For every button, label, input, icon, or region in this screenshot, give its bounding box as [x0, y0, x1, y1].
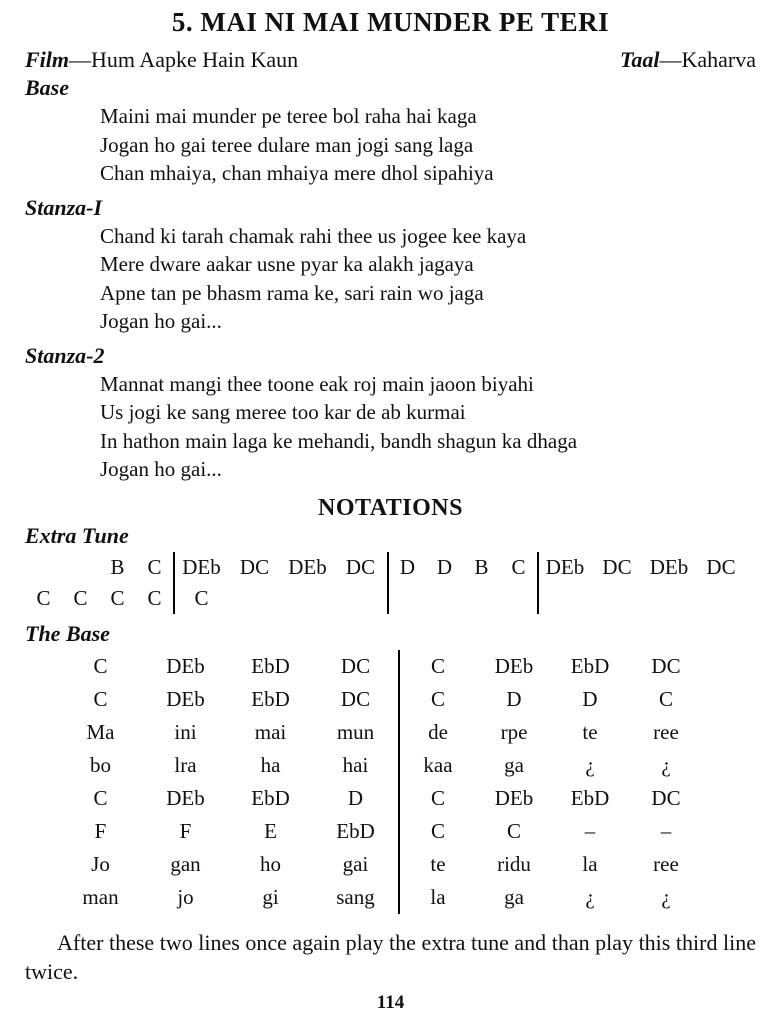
- note-cell: D: [582, 686, 598, 711]
- extra-tune-heading: Extra Tune: [25, 522, 129, 548]
- note-cell: DC: [345, 554, 376, 579]
- note-cell: DEb: [494, 653, 534, 678]
- note-cell: ha: [260, 752, 281, 777]
- note-cell: DC: [651, 785, 681, 810]
- note-cell: jo: [177, 884, 194, 909]
- note-cell: C: [36, 585, 51, 610]
- note-cell: la: [582, 851, 598, 876]
- note-cell: B: [474, 554, 489, 579]
- lyric-line: Us jogi ke sang meree too kar de ab kurmai: [100, 400, 466, 424]
- notations-heading: NOTATIONS: [318, 494, 463, 521]
- film-label: Film: [25, 47, 70, 72]
- note-cell: ini: [174, 719, 197, 744]
- note-cell: ho: [260, 851, 281, 876]
- note-cell: D: [399, 554, 416, 579]
- note-cell: DC: [239, 554, 270, 579]
- note-cell: C: [430, 818, 445, 843]
- note-cell: –: [584, 818, 596, 843]
- base-notation-table: [58, 650, 756, 914]
- note-cell: DC: [340, 686, 371, 711]
- note-cell: C: [430, 785, 445, 810]
- lyric-line: Apne tan pe bhasm rama ke, sari rain wo jaga: [100, 280, 484, 305]
- note-cell: –: [660, 818, 672, 843]
- note-cell: sang: [336, 884, 375, 909]
- page-number: 114: [376, 992, 405, 1013]
- taal-credit: [620, 46, 756, 74]
- taal-label: Taal: [619, 47, 660, 72]
- note-cell: rpe: [500, 719, 528, 744]
- lyric-line: Mere dware aakar usne pyar ka alakh jagaya: [100, 252, 474, 276]
- extra-tune-measure: [173, 552, 387, 614]
- note-cell: gai: [342, 851, 369, 876]
- note-cell: bo: [90, 752, 111, 777]
- note-cell: D: [347, 785, 364, 810]
- lyric-line: Chand ki tarah chamak rahi thee us jogee kee kaya: [100, 223, 527, 248]
- the-base-heading: The Base: [25, 620, 110, 646]
- performance-note: After these two lines once again play the extra tune and than play this third line twice.: [25, 929, 756, 984]
- note-cell: ¿: [585, 752, 595, 777]
- note-cell: DEb: [545, 554, 585, 579]
- note-cell: gan: [170, 851, 201, 876]
- stanza1-lyrics: [100, 222, 756, 336]
- note-cell: C: [506, 818, 521, 843]
- note-cell: DEb: [166, 785, 205, 810]
- note-cell: [463, 583, 500, 614]
- note-cell: mai: [254, 719, 287, 744]
- note-cell: [228, 583, 281, 614]
- lyric-line: Jogan ho gai...: [100, 309, 222, 333]
- note-cell: DEb: [494, 785, 534, 810]
- lyric-line: In hathon main laga ke mehandi, bandh shagun ka dhaga: [100, 428, 578, 453]
- note-cell: Jo: [91, 851, 110, 876]
- base-section-heading: Base: [25, 75, 69, 100]
- stanza2-heading: Stanza-2: [25, 342, 105, 368]
- extra-tune-measure: [537, 552, 747, 614]
- extra-tune-notation: [25, 552, 756, 614]
- note-cell: ree: [653, 719, 679, 744]
- note-cell: D: [506, 686, 522, 711]
- note-cell: C: [93, 785, 108, 810]
- note-cell: Ma: [86, 719, 115, 744]
- note-cell: EbD: [251, 686, 290, 711]
- note-cell: te: [582, 719, 598, 744]
- note-cell: C: [194, 585, 209, 610]
- note-cell: EbD: [570, 653, 610, 678]
- note-cell: [426, 583, 463, 614]
- lyric-line: Jogan ho gai...: [100, 457, 222, 481]
- note-cell: DEb: [288, 554, 327, 579]
- lyric-line: Jogan ho gai teree dulare man jogi sang laga: [100, 132, 474, 157]
- note-cell: DEb: [649, 554, 689, 579]
- note-cell: C: [73, 585, 88, 610]
- note-cell: DEb: [166, 653, 205, 678]
- note-cell: de: [428, 719, 448, 744]
- note-cell: [389, 583, 426, 614]
- note-cell: [643, 583, 695, 614]
- note-cell: ga: [504, 884, 524, 909]
- stanza1-heading: Stanza-I: [25, 194, 103, 220]
- note-cell: [334, 583, 387, 614]
- note-cell: C: [430, 686, 445, 711]
- note-cell: lra: [174, 752, 197, 777]
- note-cell: ree: [653, 851, 679, 876]
- taal-value: —Kaharva: [659, 47, 756, 72]
- note-cell: B: [110, 554, 125, 579]
- note-cell: ¿: [661, 884, 671, 909]
- extra-tune-measure: [25, 552, 173, 614]
- extra-tune-measure: [387, 552, 537, 614]
- note-cell: F: [94, 818, 107, 843]
- lyric-line: Mannat mangi thee toone eak roj main jaoon biyahi: [100, 371, 534, 396]
- note-cell: DC: [602, 554, 632, 579]
- song-title: 5. MAI NI MAI MUNDER PE TERI: [171, 7, 610, 37]
- note-cell: DEb: [182, 554, 221, 579]
- lyric-line: Chan mhaiya, chan mhaiya mere dhol sipahiya: [100, 161, 494, 185]
- note-cell: EbD: [251, 653, 290, 678]
- stanza2-lyrics: [100, 370, 756, 484]
- note-cell: DC: [706, 554, 736, 579]
- note-cell: C: [147, 585, 162, 610]
- film-taal-row: [25, 46, 756, 74]
- base-table-left-half: [58, 650, 398, 914]
- note-cell: E: [264, 818, 277, 843]
- note-cell: [591, 583, 643, 614]
- film-value: —Hum Aapke Hain Kaun: [69, 47, 299, 72]
- note-cell: [500, 583, 537, 614]
- note-cell: DC: [340, 653, 371, 678]
- note-cell: C: [147, 554, 162, 579]
- note-cell: C: [110, 585, 125, 610]
- film-credit: [25, 46, 298, 74]
- note-cell: mun: [336, 719, 375, 744]
- note-cell: EbD: [336, 818, 375, 843]
- note-cell: EbD: [251, 785, 290, 810]
- note-cell: ¿: [661, 752, 671, 777]
- note-cell: D: [436, 554, 453, 579]
- note-cell: kaa: [423, 752, 453, 777]
- note-cell: [62, 552, 99, 583]
- note-cell: la: [430, 884, 446, 909]
- base-lyrics: [100, 102, 756, 188]
- note-cell: ga: [504, 752, 524, 777]
- note-cell: te: [430, 851, 446, 876]
- note-cell: gi: [262, 884, 279, 909]
- note-cell: man: [82, 884, 119, 909]
- note-cell: hai: [342, 752, 369, 777]
- note-cell: DC: [651, 653, 681, 678]
- note-cell: C: [658, 686, 673, 711]
- note-cell: ridu: [497, 851, 531, 876]
- note-cell: [281, 583, 334, 614]
- note-cell: C: [511, 554, 526, 579]
- note-cell: [539, 583, 591, 614]
- note-cell: DEb: [166, 686, 205, 711]
- note-cell: C: [93, 686, 108, 711]
- lyric-line: Maini mai munder pe teree bol raha hai kaga: [100, 104, 477, 128]
- note-cell: ¿: [585, 884, 595, 909]
- note-cell: C: [430, 653, 445, 678]
- base-table-right-half: [398, 650, 704, 914]
- note-cell: [25, 552, 62, 583]
- note-cell: C: [93, 653, 108, 678]
- note-cell: EbD: [570, 785, 610, 810]
- note-cell: [695, 583, 747, 614]
- note-cell: F: [179, 818, 192, 843]
